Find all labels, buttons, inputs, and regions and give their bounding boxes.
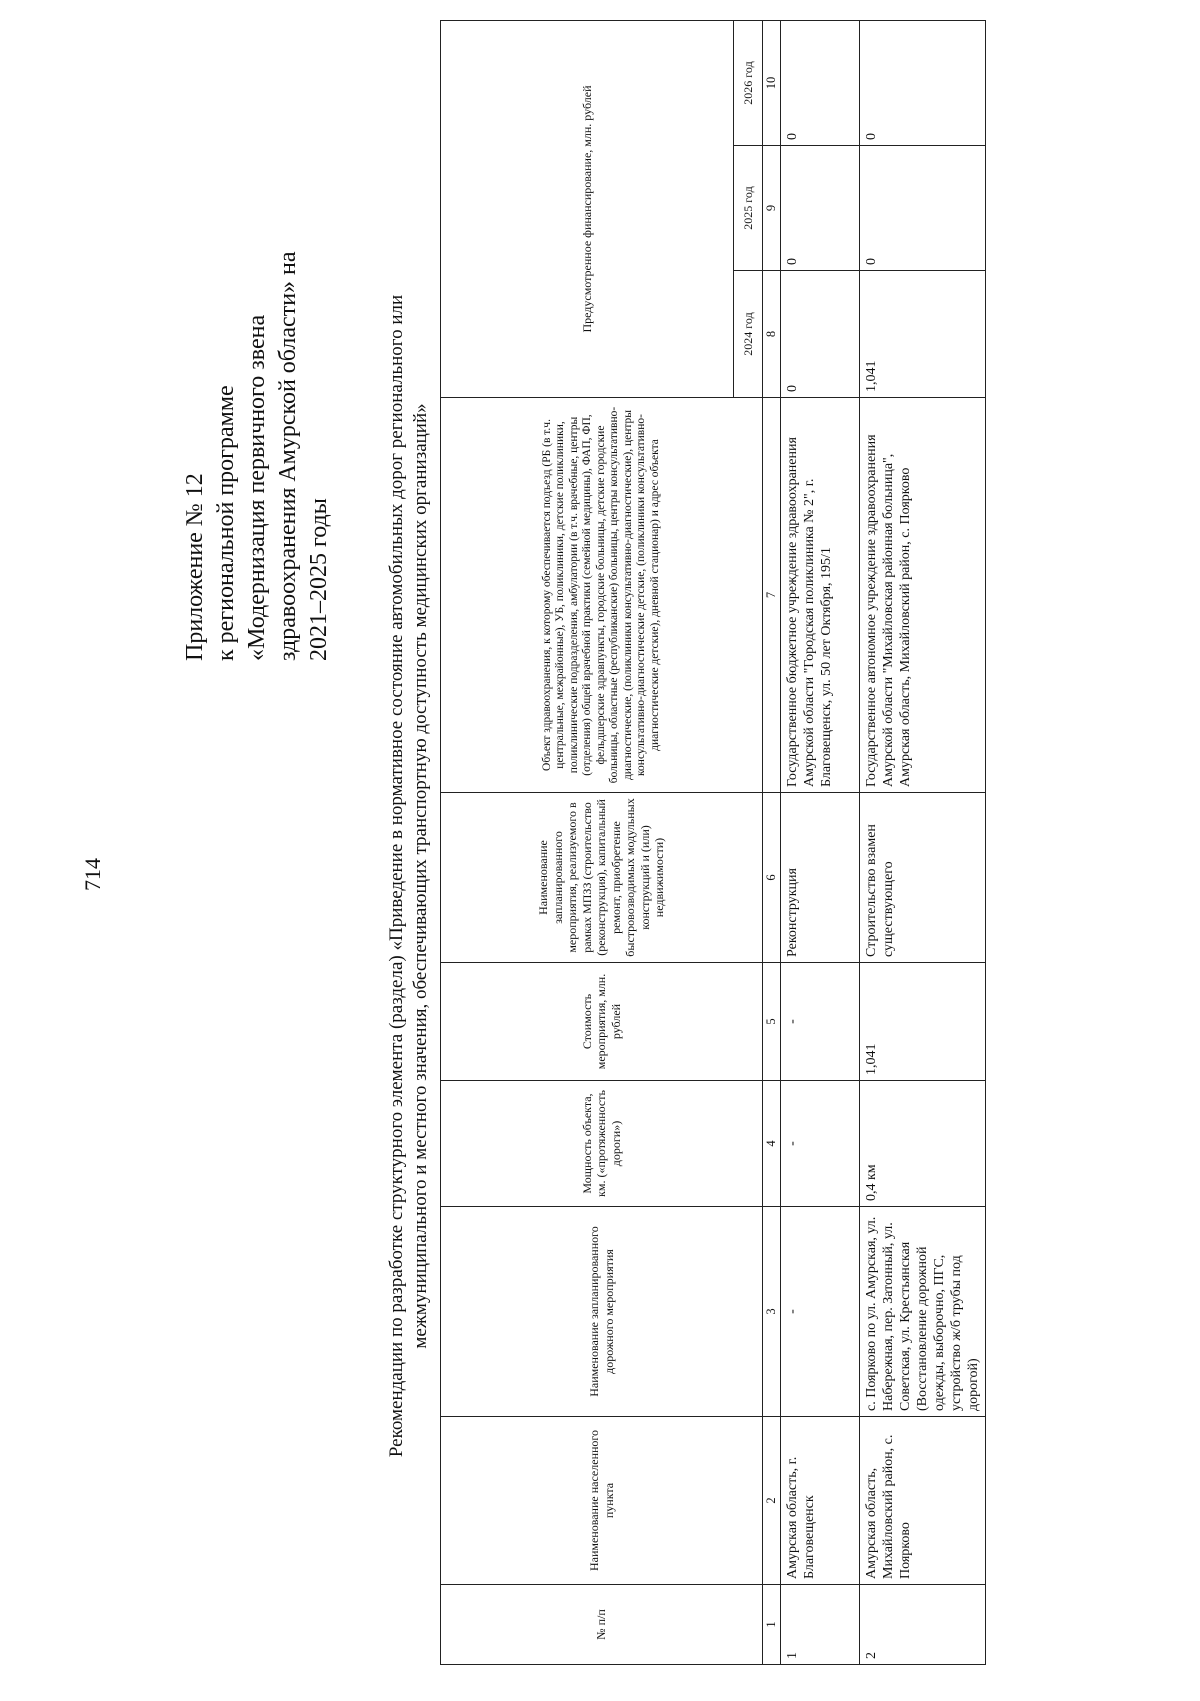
header-cell: Наименование запланированного дорожного мероприятия (441, 1207, 763, 1417)
row-number: 2 (860, 1585, 986, 1665)
header-cell-funding: Предусмотренное финансирование, млн. рублей (441, 21, 734, 398)
header-cell: Стоимость мероприятия, млн. рублей (441, 963, 763, 1081)
appendix-line: «Модернизация первичного звена (244, 314, 270, 661)
funding-2026-cell: 0 (781, 21, 860, 146)
header-cell-year: 2026 год (733, 21, 762, 146)
document-subtitle (385, 96, 433, 1656)
capacity-cell: - (781, 1081, 860, 1207)
page-number: 714 (80, 858, 105, 891)
column-number: 6 (763, 793, 781, 963)
road-event-cell: - (781, 1207, 860, 1417)
header-cell: Объект здравоохранения, к которому обеспечивается подъезд (РБ (в т.ч. центральные, межрайонные), УБ, поликлиники, детские поликлиники, поликлинические подразделения, амбулатории (в т.ч. врачебные, центры (отделения) общей врачебной практики (семейной медицины), ФАП, ФП, фельдшерские здравпункты, городские больницы, детские городские больницы, областные (республиканские) больницы, центры консультативно-диагностические, (поликлиники консультативно-диагностические), центры консультативно-диагностические детские, (поликлиники консультативно-диагностические детские), дневной стационар) и адрес объекта (441, 398, 763, 793)
column-number: 3 (763, 1207, 781, 1417)
mpzz-event-cell: Строительство взамен существующего (860, 793, 986, 963)
subtitle-line: межмуниципального и местного значения, обеспечивающих транспортную доступность медицинских организаций» (410, 403, 431, 1349)
appendix-line: к региональной программе (213, 385, 239, 661)
header-row (441, 21, 734, 1665)
column-number: 7 (763, 398, 781, 793)
header-cell: № п/п (441, 1585, 763, 1665)
column-number: 5 (763, 963, 781, 1081)
header-cell: Мощность объекта, км. («протяженность дороги») (441, 1081, 763, 1207)
column-number: 4 (763, 1081, 781, 1207)
funding-2024-cell: 0 (781, 271, 860, 398)
header-cell-year: 2025 год (733, 146, 762, 271)
table-row (781, 21, 860, 1665)
header-cell-year: 2024 год (733, 271, 762, 398)
column-number: 9 (763, 146, 781, 271)
funding-2026-cell: 0 (860, 21, 986, 146)
funding-2025-cell: 0 (781, 146, 860, 271)
settlement-cell: Амурская область, г. Благовещенск (781, 1417, 860, 1585)
table-row (860, 21, 986, 1665)
road-event-cell: с. Поярково по ул. Амурская, ул. Набережная, пер. Затонный, ул. Советская, ул. Крестьянская (Восстановление дорожной одежды, выборочно, ПГС, устройство ж/б трубы под дорогой) (860, 1207, 986, 1417)
facility-cell: Государственное автономное учреждение здравоохранения Амурской области "Михайловская районная больница", Амурская область, Михайловский район, с. Поярково (860, 398, 986, 793)
appendix-line: здравоохранения Амурской области» на (275, 251, 301, 661)
header-cell: Наименование запланированного мероприятия, реализуемого в рамках МПЗЗ (строительство (реконструкция), капитальный ремонт, приобретение быстровозводимых модульных конструкций и (или) недвижимости) (441, 793, 763, 963)
column-number: 8 (763, 271, 781, 398)
column-number-row (763, 21, 781, 1665)
row-number: 1 (781, 1585, 860, 1665)
cost-cell: - (781, 963, 860, 1081)
appendix-header (180, 101, 335, 661)
appendix-line: Приложение № 12 (182, 473, 208, 661)
recommendations-table (440, 20, 986, 1665)
column-number: 10 (763, 21, 781, 146)
settlement-cell: Амурская область, Михайловский район, с. Поярково (860, 1417, 986, 1585)
appendix-line: 2021–2025 годы (306, 498, 332, 661)
funding-2025-cell: 0 (860, 146, 986, 271)
column-number: 2 (763, 1417, 781, 1585)
subtitle-line: Рекомендации по разработке структурного элемента (раздела) «Приведение в нормативное состояние автомобильных дорог регионального или (386, 294, 407, 1458)
mpzz-event-cell: Реконструкция (781, 793, 860, 963)
header-cell: Наименование населенного пункта (441, 1417, 763, 1585)
column-number: 1 (763, 1585, 781, 1665)
facility-cell: Государственное бюджетное учреждение здравоохранения Амурской области "Городская поликлиника № 2", г. Благовещенск, ул. 50 лет Октября, 195/1 (781, 398, 860, 793)
cost-cell: 1,041 (860, 963, 986, 1081)
funding-2024-cell: 1,041 (860, 271, 986, 398)
capacity-cell: 0,4 км (860, 1081, 986, 1207)
